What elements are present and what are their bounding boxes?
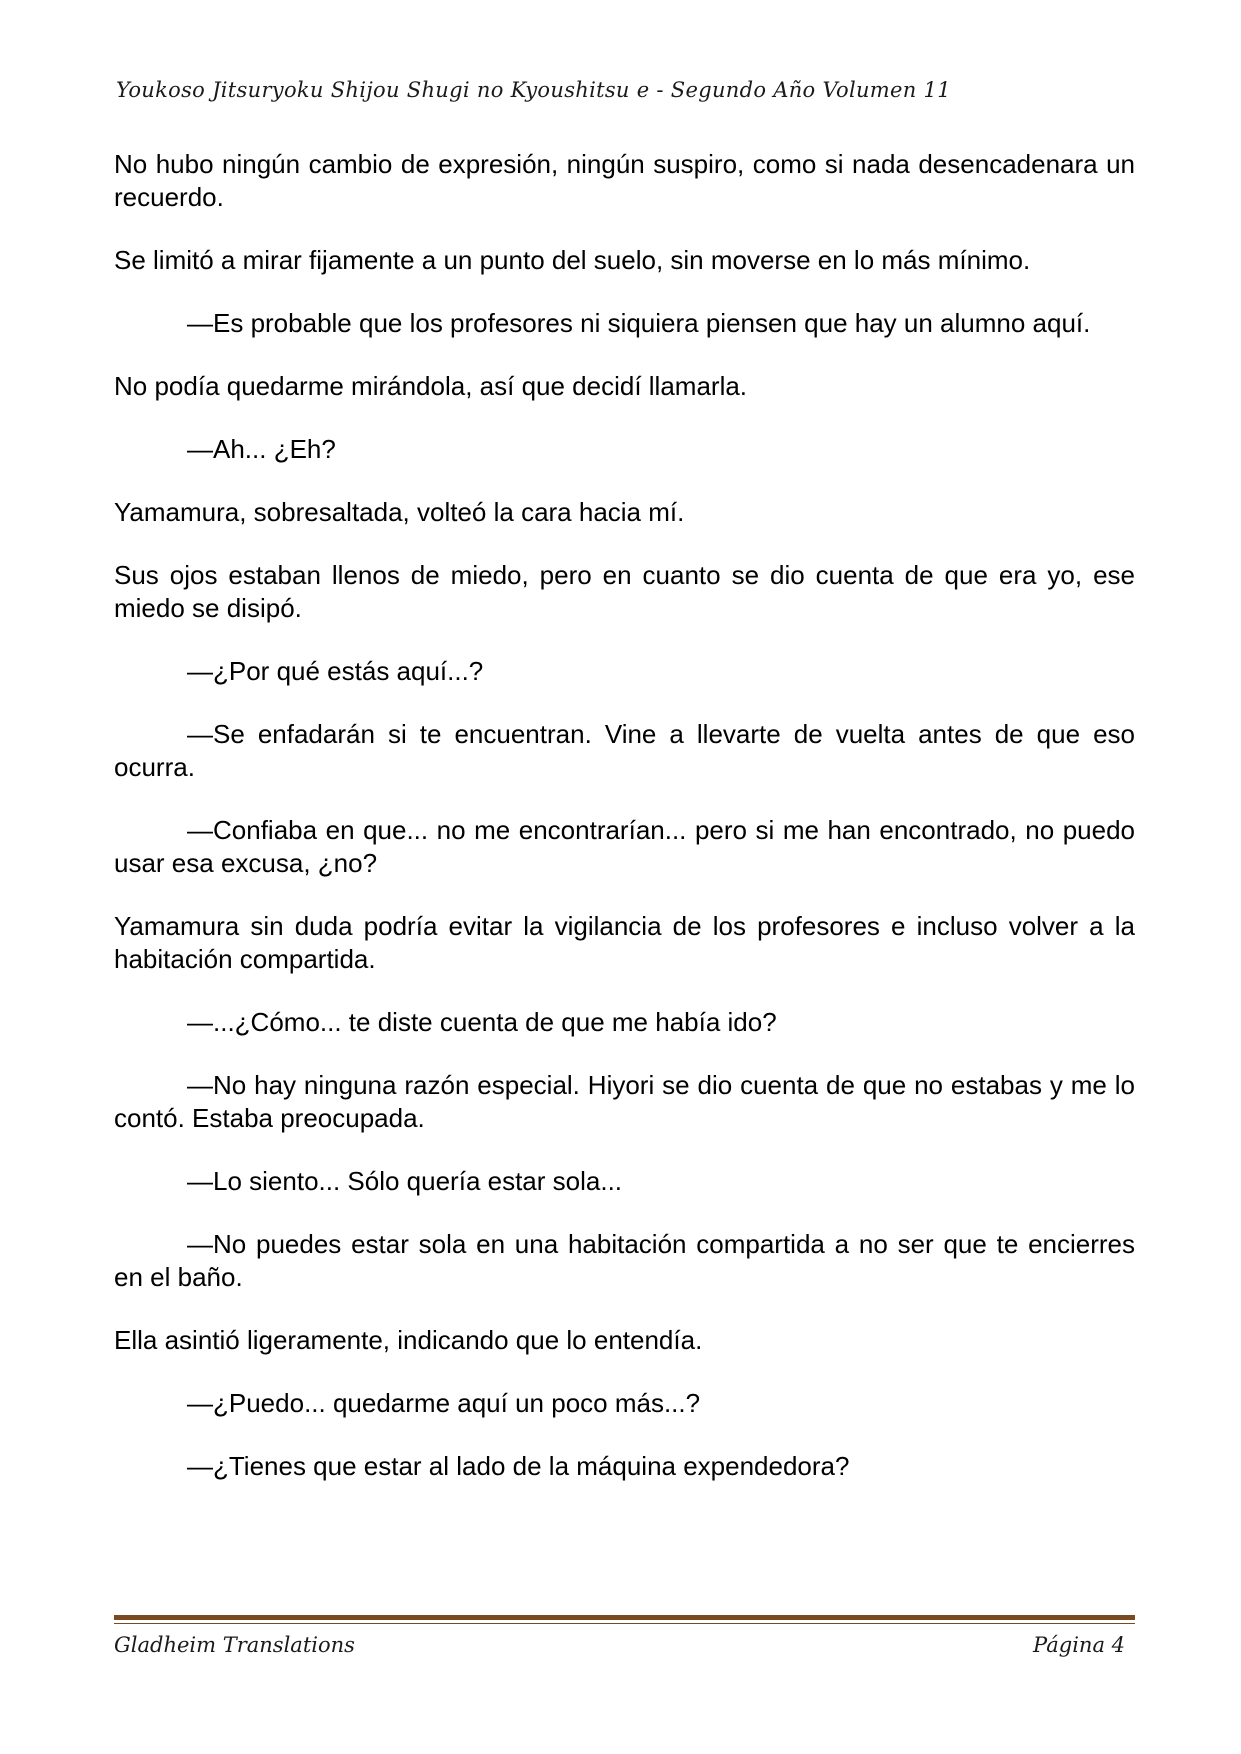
paragraph: Yamamura sin duda podría evitar la vigilancia de los profesores e incluso volver a la habitación compartida.: [114, 911, 1135, 974]
paragraph: Yamamura, sobresaltada, volteó la cara hacia mí.: [114, 497, 685, 527]
dialog-paragraph: —Ah... ¿Eh?: [187, 434, 336, 464]
dialog-paragraph: —Confiaba en que... no me encontrarían... pero si me han encontrado, no puedo usar esa excusa, ¿no?: [114, 815, 1135, 878]
dialog-paragraph: —No puedes estar sola en una habitación compartida a no ser que te encierres en el baño.: [114, 1229, 1135, 1292]
paragraph: No hubo ningún cambio de expresión, ningún suspiro, como si nada desencadenara un recuerdo.: [114, 149, 1135, 212]
dialog-paragraph: —Lo siento... Sólo quería estar sola...: [187, 1166, 623, 1196]
footer-divider-thin: [114, 1623, 1135, 1624]
dialog-paragraph: —No hay ninguna razón especial. Hiyori se dio cuenta de que no estabas y me lo contó. Estaba preocupada.: [114, 1070, 1135, 1133]
dialog-paragraph: —¿Puedo... quedarme aquí un poco más...?: [187, 1388, 701, 1418]
paragraph: Ella asintió ligeramente, indicando que lo entendía.: [114, 1325, 703, 1355]
page-number: Página 4: [1033, 1633, 1125, 1657]
paragraph: Sus ojos estaban llenos de miedo, pero en cuanto se dio cuenta de que era yo, ese miedo se disipó.: [114, 560, 1135, 623]
running-header: Youkoso Jitsuryoku Shijou Shugi no Kyoushitsu e - Segundo Año Volumen 11: [116, 78, 951, 102]
footer-divider-thick: [114, 1615, 1135, 1620]
footer-credit: Gladheim Translations: [114, 1633, 355, 1657]
dialog-paragraph: —¿Por qué estás aquí...?: [187, 656, 484, 686]
dialog-paragraph: —Es probable que los profesores ni siquiera piensen que hay un alumno aquí.: [187, 308, 1091, 338]
dialog-paragraph: —...¿Cómo... te diste cuenta de que me había ido?: [187, 1007, 777, 1037]
dialog-paragraph: —Se enfadarán si te encuentran. Vine a llevarte de vuelta antes de que eso ocurra.: [114, 719, 1135, 782]
page-body: [114, 148, 1135, 1513]
dialog-paragraph: —¿Tienes que estar al lado de la máquina expendedora?: [187, 1451, 850, 1481]
paragraph: No podía quedarme mirándola, así que decidí llamarla.: [114, 371, 748, 401]
paragraph: Se limitó a mirar fijamente a un punto del suelo, sin moverse en lo más mínimo.: [114, 245, 1031, 275]
